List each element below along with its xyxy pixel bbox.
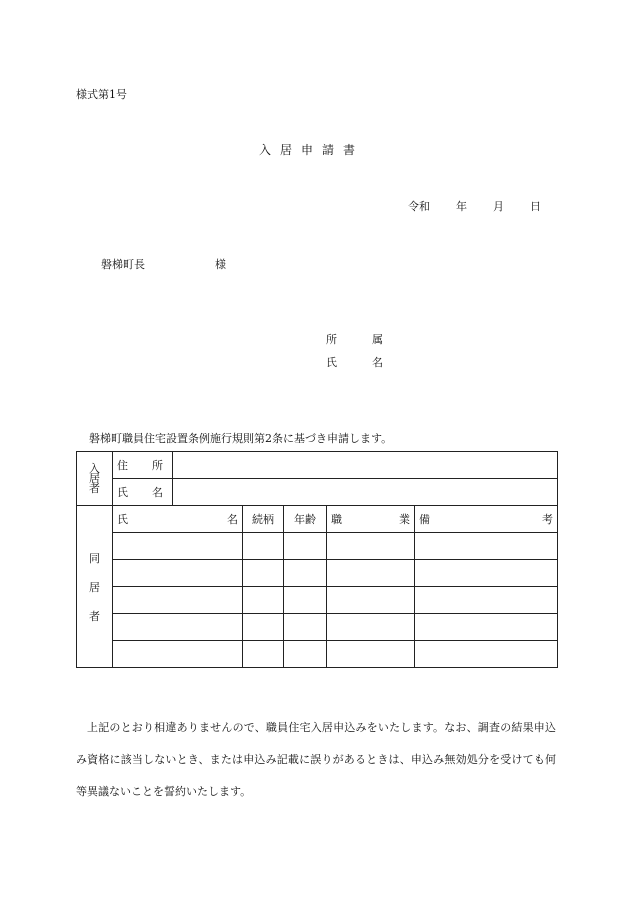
header-occupation: 職 業 — [327, 506, 415, 533]
cohabitant-occupation-cell[interactable] — [327, 587, 415, 614]
cohabitant-remarks-cell[interactable] — [415, 641, 558, 668]
document-title: 入居申請書 — [259, 143, 365, 157]
address-label: 住 所 — [113, 452, 173, 479]
cohabitant-name-cell[interactable] — [113, 641, 243, 668]
header-remarks: 備 考 — [415, 506, 558, 533]
application-table — [76, 451, 558, 668]
cohabitant-relation-cell[interactable] — [243, 587, 284, 614]
cohabitant-occupation-cell[interactable] — [327, 614, 415, 641]
date-day: 日 — [530, 200, 541, 213]
header-age: 年齢 — [284, 506, 327, 533]
addressee-name: 磐梯町長 — [101, 258, 145, 271]
cohabitant-relation-cell[interactable] — [243, 641, 284, 668]
date-line — [408, 198, 541, 214]
header-relation: 続柄 — [243, 506, 284, 533]
cohabitant-occupation-cell[interactable] — [327, 641, 415, 668]
table-row — [77, 533, 558, 560]
cohabitant-age-cell[interactable] — [284, 560, 327, 587]
cohabitant-age-cell[interactable] — [284, 533, 327, 560]
cohabitant-name-cell[interactable] — [113, 614, 243, 641]
cohabitant-remarks-cell[interactable] — [415, 533, 558, 560]
header-name: 氏 名 — [113, 506, 243, 533]
cohabitant-relation-cell[interactable] — [243, 533, 284, 560]
cohabitant-remarks-cell[interactable] — [415, 587, 558, 614]
resident-label: 入 居 者 — [77, 452, 113, 506]
cohabitant-relation-cell[interactable] — [243, 614, 284, 641]
date-month: 月 — [493, 200, 504, 213]
cohabitant-occupation-cell[interactable] — [327, 533, 415, 560]
cohabitant-name-cell[interactable] — [113, 533, 243, 560]
applicant-name-label: 氏 名 — [326, 356, 383, 369]
cohabitant-age-cell[interactable] — [284, 641, 327, 668]
table-row — [77, 641, 558, 668]
cohabitant-age-cell[interactable] — [284, 587, 327, 614]
table-row — [77, 587, 558, 614]
resident-name-field[interactable] — [173, 479, 558, 506]
cohabitant-remarks-cell[interactable] — [415, 560, 558, 587]
applicant-affiliation-label: 所 属 — [326, 333, 383, 346]
table-row — [77, 614, 558, 641]
cohabitant-relation-cell[interactable] — [243, 560, 284, 587]
address-field[interactable] — [173, 452, 558, 479]
cohabitant-label: 同 居 者 — [77, 506, 113, 668]
cohabitant-name-cell[interactable] — [113, 587, 243, 614]
addressee-honorific: 様 — [215, 258, 226, 271]
cohabitant-occupation-cell[interactable] — [327, 560, 415, 587]
form-number: 様式第1号 — [76, 88, 127, 101]
date-era: 令和 — [408, 200, 430, 213]
resident-name-label: 氏 名 — [113, 479, 173, 506]
table-row — [77, 560, 558, 587]
cohabitant-age-cell[interactable] — [284, 614, 327, 641]
cohabitant-remarks-cell[interactable] — [415, 614, 558, 641]
date-year: 年 — [456, 200, 467, 213]
cohabitant-name-cell[interactable] — [113, 560, 243, 587]
intro-text: 磐梯町職員住宅設置条例施行規則第2条に基づき申請します。 — [89, 432, 393, 445]
addressee-line — [101, 256, 226, 272]
pledge-text: 上記のとおり相違ありませんので、職員住宅入居申込みをいたします。なお、調査の結果申込み資格に該当しないとき、または申込み記載に誤りがあるときは、申込み無効処分を受けても何等異議ないことを誓約いたします。 — [76, 721, 556, 798]
